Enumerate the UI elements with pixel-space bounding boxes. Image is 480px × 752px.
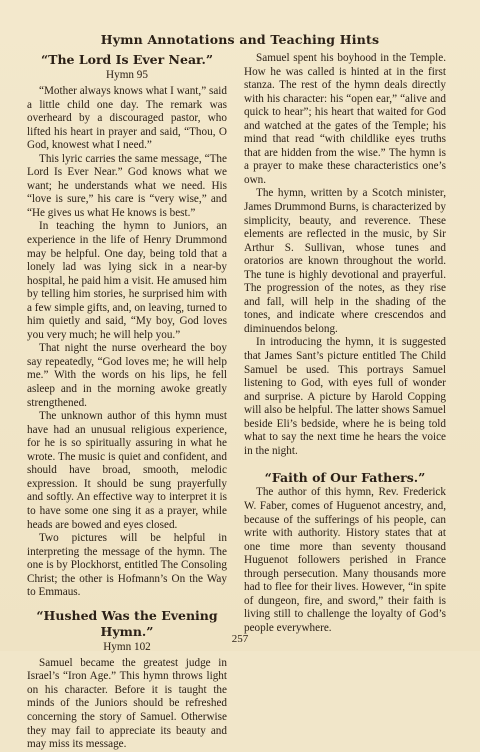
paragraph: The hymn, written by a Scotch minister, James Drummond Burns, is characterized by simplicity, beauty, and reverence. These elements are reflected in the music, by Sir Arthur S. Sullivan, whose tunes and oratorios are known throughout the world. The tune is highly devotional and prayerful. The progression of the notes, as they rise and fall, will help in the shading of the tones, and indicate where crescendos and diminuendos belong. xyxy=(244,187,446,335)
paragraph: Samuel spent his boyhood in the Temple. How he was called is hinted at in the first stanza. The rest of the hymn deals directly with his character: his “open ear,” “alive and quick to hear”; his heart that waited for God and watched at the gates of the Temple; his mind that read “with childlike eyes truths that are hidden from the wise.” The hymn is a prayer to make these characteristics one’s own. xyxy=(244,52,446,186)
paragraph: Two pictures will be helpful in interpreting the message of the hymn. The one is by Plockhorst, entitled The Consoling Christ; the other is Hofmann’s On the Way to Emmaus. xyxy=(27,532,227,599)
section-title-ever-near: “The Lord Is Ever Near.” xyxy=(40,52,214,67)
paragraph: This lyric carries the same message, “The Lord Is Ever Near.” God knows what we want; he understands what we need. His “love is sure,” his care is “very wise,” and “He gives us what He knows is best.” xyxy=(27,152,227,219)
right-column xyxy=(244,52,446,635)
running-head: Hymn Annotations and Teaching Hints xyxy=(100,32,380,47)
paragraph: The author of this hymn, Rev. Frederick W. Faber, comes of Huguenot ancestry, and, because of the sufferings of his people, can write with authority. History states that at one time more than seventy thousand Huguenot followers perished in France through persecution. Many thousands more had to flee for their lives. However, “in spite of dungeon, fire, and sword,” their faith is living still to challenge the loyalty of God’s people everywhere. xyxy=(244,486,446,634)
hymn-number-95: Hymn 95 xyxy=(106,69,148,81)
page-number: 257 xyxy=(231,633,249,645)
section-title-hushed: “Hushed Was the Evening Hymn.” xyxy=(36,607,218,639)
paragraph: That night the nurse overheard the boy say repeatedly, “God loves me; he will help me.” With the words on his lips, he fell asleep and in the morning awoke greatly strengthened. xyxy=(27,342,227,409)
paragraph: In teaching the hymn to Juniors, an experience in the life of Henry Drummond may be helpful. One day, being told that a lonely lad was lying sick in a near-by hospital, he paid him a visit. He amused him by telling him stories, he surprised him with a few simple gifts, and, on leaving, turned to him quietly and said, “My boy, God loves you very much; he will help you.” xyxy=(27,220,227,341)
section-title-faith: “Faith of Our Fathers.” xyxy=(264,470,426,486)
hymn-number-102: Hymn 102 xyxy=(103,640,151,653)
paragraph: In introducing the hymn, it is suggested that James Sant’s picture entitled The Child Samuel be used. This portrays Samuel listening to God, with eyes full of wonder and surprise. A picture by Harold Copping will also be helpful. The latter shows Samuel beside Eli’s bedside, where he is being told what to say the next time he hears the voice in the night. xyxy=(244,336,446,457)
paragraph: The unknown author of this hymn must have had an unusual religious experience, for he is so spiritually assuring in what he wrote. The music is quiet and confident, and should have broad, smooth, melodic expression. It should be sung prayerfully and softly. An effective way to interpret it is to have some one sing it as a prayer, while heads are bowed and eyes closed. xyxy=(27,410,227,531)
paragraph: Samuel became the greatest judge in Israel’s “Iron Age.” This hymn throws light on his character. Before it is taught the minds of the Juniors should be refreshed concerning the story of Samuel. Otherwise they may fail to appreciate its beauty and may miss its message. xyxy=(27,656,227,751)
left-column xyxy=(27,52,227,752)
paragraph: “Mother always knows what I want,” said a little child one day. The remark was overheard by a discouraged pastor, who lifted his heart in prayer and said, “Thou, O God, knowest what I need.” xyxy=(27,85,227,152)
